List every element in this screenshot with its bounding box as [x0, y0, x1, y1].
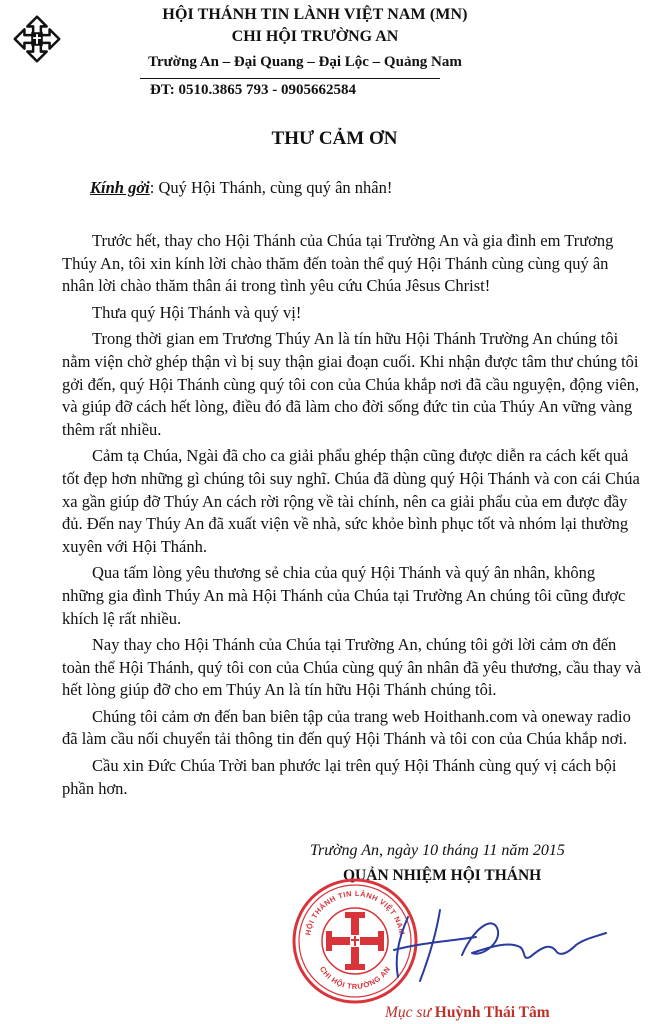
body-line: tốt đẹp hơn những gì chúng tôi suy nghĩ. Chúa đã dùng quý Hội Thánh và con cái Chúa [62, 468, 640, 488]
letter-body [62, 230, 647, 800]
letter-date: Trường An, ngày 10 tháng 11 năm 2015 [310, 842, 565, 859]
body-line: thêm rất nhiều. [62, 419, 162, 439]
paragraph [62, 302, 647, 325]
paragraph [62, 445, 647, 558]
body-line: Cầu xin Đức Chúa Trời ban phước lại trên quý Hội Thánh cùng quý vị cách bội [92, 756, 617, 776]
greeting-text: : Quý Hội Thánh, cùng quý ân nhân! [149, 178, 393, 197]
body-line: phần hơn. [62, 778, 128, 798]
body-line: Thúy An, tôi xin kính lời chào thăm đến toàn thể quý Hội Thánh cùng cùng quý ân [62, 253, 609, 273]
body-line: xuyên với Hội Thánh. [62, 536, 207, 556]
body-line: nằm viện chờ ghép thận vì bị suy thận giai đoạn cuối. Khi nhận được tâm thư chúng tôi [62, 351, 639, 371]
letter-title: THƯ CẢM ƠN [271, 128, 398, 149]
body-line: Thưa quý Hội Thánh và quý vị! [92, 302, 302, 322]
body-line: nhân lời chào thăm thân ái trong tình yêu cứu Chúa Jêsus Christ! [62, 276, 491, 296]
body-line: Chúng tôi cảm ơn đến ban biên tập của trang web Hoithanh.com và oneway radio [92, 706, 631, 726]
signer-role: QUẢN NHIỆM HỘI THÁNH [343, 867, 542, 884]
signer [385, 1004, 550, 1022]
body-line: hết lòng giúp đỡ cho em Thúy An là tín hữu Hội Thánh chúng tôi. [62, 680, 497, 700]
letterhead [150, 4, 480, 77]
letterhead-divider [140, 78, 440, 79]
body-line: những gia đình Thúy An mà Hội Thánh của Chúa tại Trường An chúng tôi cũng được [62, 585, 626, 605]
body-line: toàn thể Hội Thánh, quý tôi con của Chúa cùng quý ân nhân đã yêu thương, cầu thay và [62, 657, 642, 677]
body-line: gởi đến, quý Hội Thánh cùng quý tôi con của Chúa khắp nơi đã cầu nguyện, động viên, [62, 374, 640, 394]
phone: ĐT: 0510.3865 793 - 0905662584 [150, 82, 356, 98]
body-line: xa gần giúp đỡ Thúy An cách rời rộng về tài chính, nên ca giải phẩu của em được đầy [62, 491, 628, 511]
body-line: khích lệ rất nhiều. [62, 608, 182, 628]
branch-name: CHI HỘI TRƯỜNG AN [231, 28, 399, 45]
paragraph [62, 706, 647, 751]
body-line: Cảm tạ Chúa, Ngài đã cho ca giải phẩu ghép thận cũng được diễn ra cách kết quả [92, 446, 629, 466]
paragraph [62, 562, 647, 630]
body-line: và giúp đỡ cách hết lòng, điều đó đã làm cho đời sống đức tin của Thúy An vững vàng [62, 397, 633, 417]
church-logo-icon [8, 10, 66, 68]
handwritten-signature [380, 895, 620, 990]
paragraph [62, 634, 647, 702]
body-line: đã làm cầu nối chuyển tải thông tin đến quý Hội Thánh và tôi con của Chúa khắp nơi. [62, 729, 628, 749]
greeting-label: Kính gởi [90, 178, 150, 197]
paragraph [62, 755, 647, 800]
paragraph [62, 328, 647, 441]
signer-name: Huỳnh Thái Tâm [434, 1004, 550, 1021]
address: Trường An – Đại Quang – Đại Lộc – Quảng Nam [148, 54, 462, 70]
greeting [90, 178, 392, 198]
body-line: đủ. Đến nay Thúy An đã xuất viện về nhà, sức khỏe bình phục tốt và nhóm lại thường [62, 514, 629, 534]
body-line: Trong thời gian em Trương Thúy An là tín hữu Hội Thánh Trường An chúng tôi [92, 329, 619, 349]
signer-title: Mục sư [385, 1004, 431, 1021]
seal-bottom-text: CHI HỘI TRƯỜNG AN [317, 964, 393, 992]
body-line: Qua tấm lòng yêu thương sẻ chia của quý Hội Thánh và quý ân nhân, không [92, 563, 596, 583]
paragraph [62, 230, 647, 298]
body-line: Nay thay cho Hội Thánh của Chúa tại Trường An, chúng tôi gởi lời cảm ơn đến [92, 635, 617, 655]
body-line: Trước hết, thay cho Hội Thánh của Chúa tại Trường An và gia đình em Trương [92, 231, 614, 250]
seal-top-text: HỘI THÁNH TIN LÀNH VIỆT NAM [303, 888, 407, 937]
org-name: HỘI THÁNH TIN LÀNH VIỆT NAM (MN) [162, 6, 468, 23]
